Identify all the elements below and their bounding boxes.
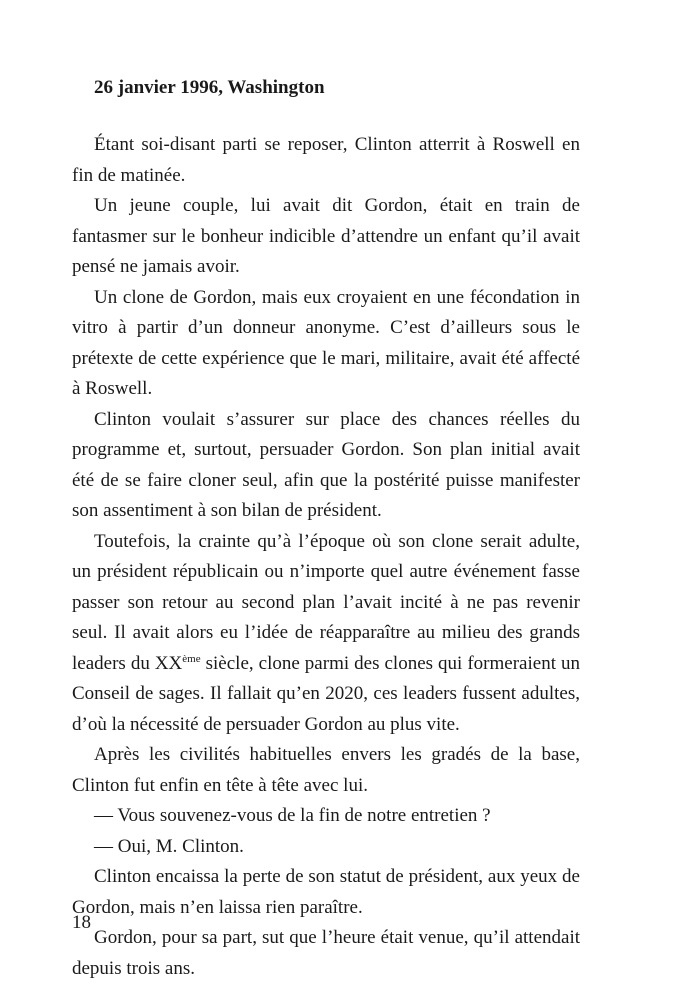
page-body (72, 72, 580, 984)
paragraph-text: Toutefois, la crainte qu’à l’époque où son clone serait adulte, un président républicain ou n’importe quel autre événement fasse passer son retour au second plan l’avait incité à ne pas revenir seul. Il avait alors eu l’idée de réapparaître au milieu des grands leaders du XX (72, 530, 580, 674)
chapter-heading: 26 janvier 1996, Washington (94, 77, 325, 98)
paragraph: Clinton encaissa la perte de son statut de président, aux yeux de Gordon, mais n’en laissa rien paraître. (72, 866, 580, 918)
paragraph: Un jeune couple, lui avait dit Gordon, était en train de fantasmer sur le bonheur indicible d’attendre un enfant qu’il avait pensé ne jamais avoir. (72, 195, 580, 277)
page-number: 18 (72, 912, 91, 933)
dialogue-line: — Vous souvenez-vous de la fin de notre entretien ? (94, 805, 491, 826)
paragraph: Un clone de Gordon, mais eux croyaient en une fécondation in vitro à partir d’un donneur anonyme. C’est d’ailleurs sous le prétexte de cette expérience que le mari, militaire, avait été affecté à Roswell. (72, 286, 580, 399)
paragraph: Gordon, pour sa part, sut que l’heure était venue, qu’il attendait depuis trois ans. (72, 927, 580, 979)
paragraph-text: siècle, clone parmi des clones qui formeraient un Conseil de sages. Il fallait qu’en 2020, ces leaders fussent adultes, d’où la nécessité de persuader Gordon au plus vite. (72, 652, 580, 735)
paragraph (72, 527, 580, 741)
dialogue-line: — Oui, M. Clinton. (94, 835, 244, 857)
paragraph: Après les civilités habituelles envers les gradés de la base, Clinton fut enfin en tête à tête avec lui. (72, 744, 580, 796)
paragraph: Étant soi-disant parti se reposer, Clinton atterrit à Roswell en fin de matinée. (72, 134, 580, 186)
superscript: ème (182, 652, 201, 665)
paragraph: Clinton voulait s’assurer sur place des chances réelles du programme et, surtout, persuader Gordon. Son plan initial avait été de se faire cloner seul, afin que la postérité puisse manifester son assentiment à son bilan de président. (72, 408, 580, 521)
